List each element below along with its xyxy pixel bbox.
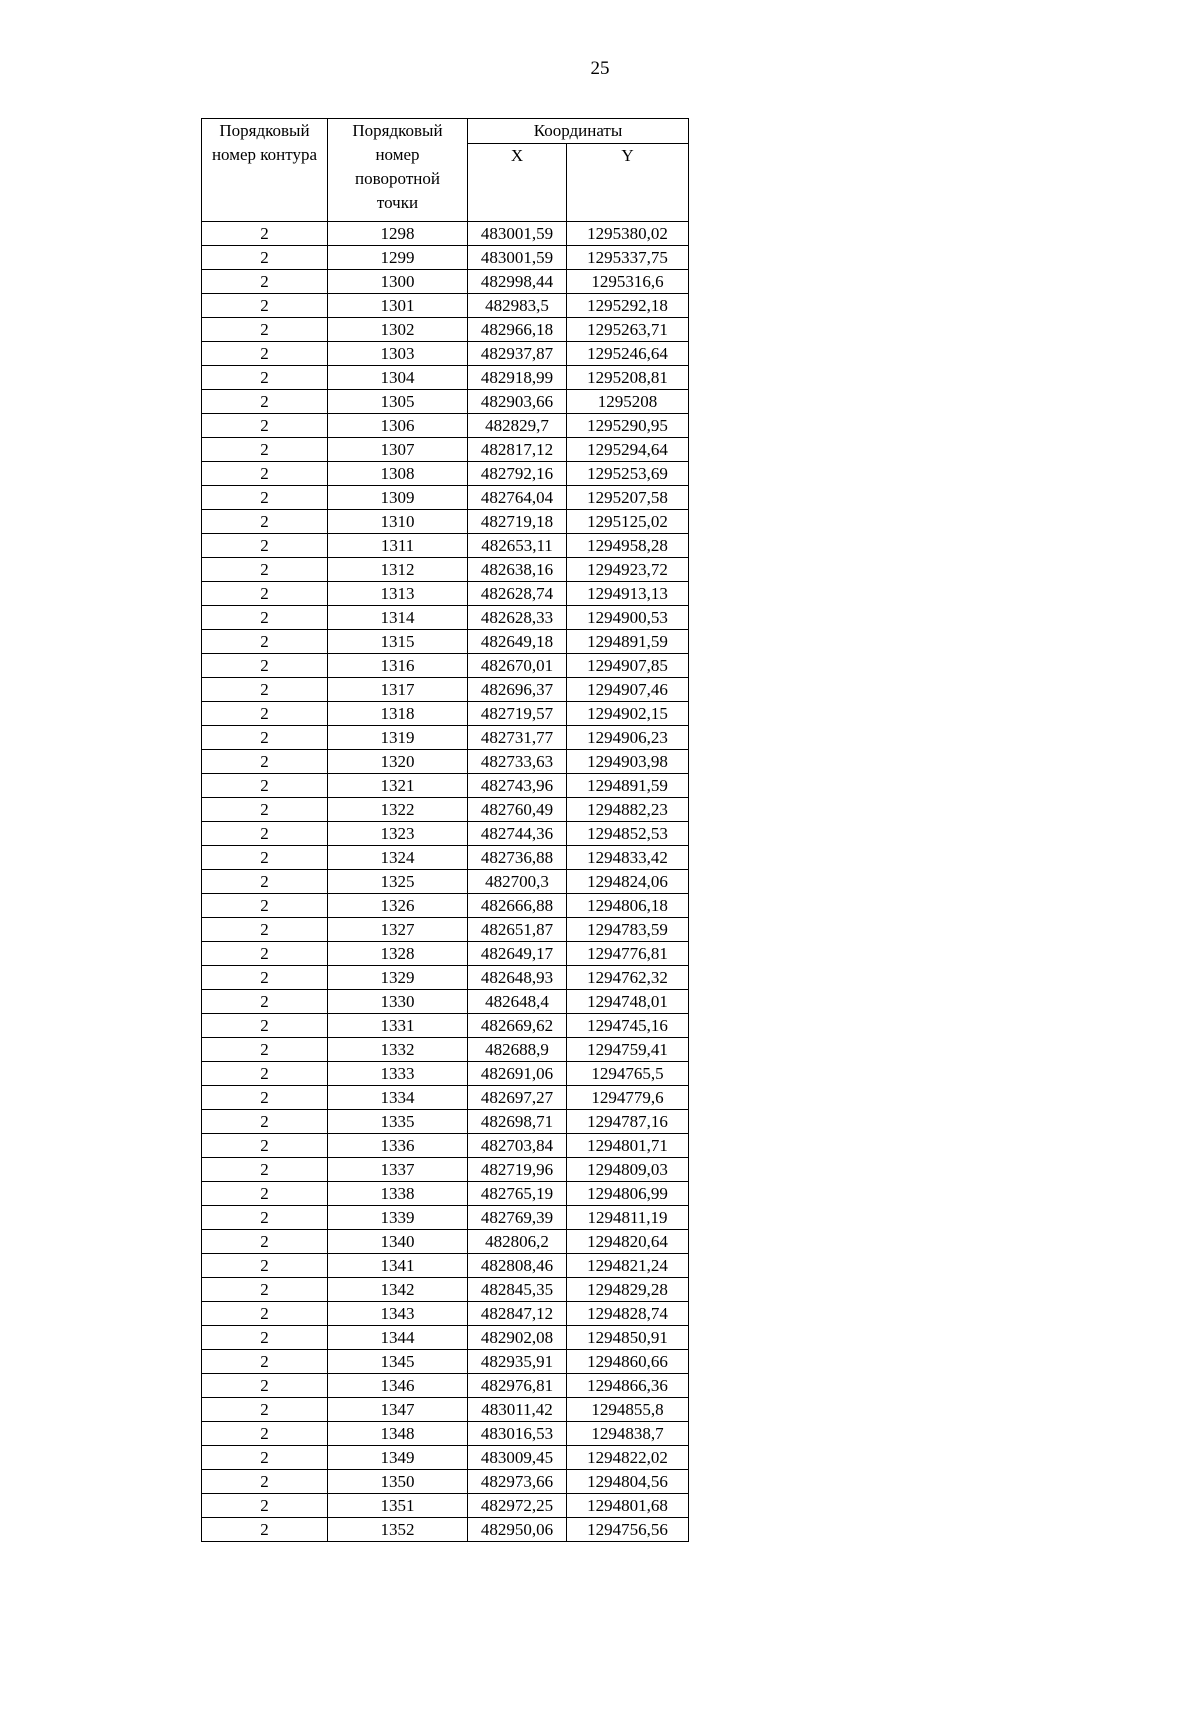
cell-point-number: 1318 xyxy=(328,702,468,726)
cell-y: 1294958,28 xyxy=(567,534,689,558)
cell-contour-number: 2 xyxy=(202,1470,328,1494)
cell-contour-number: 2 xyxy=(202,558,328,582)
cell-contour-number: 2 xyxy=(202,774,328,798)
cell-point-number: 1313 xyxy=(328,582,468,606)
cell-contour-number: 2 xyxy=(202,702,328,726)
coordinates-table xyxy=(201,118,689,1542)
cell-contour-number: 2 xyxy=(202,462,328,486)
cell-x: 482651,87 xyxy=(468,918,567,942)
cell-contour-number: 2 xyxy=(202,1302,328,1326)
cell-y: 1294779,6 xyxy=(567,1086,689,1110)
cell-x: 482808,46 xyxy=(468,1254,567,1278)
cell-y: 1294900,53 xyxy=(567,606,689,630)
cell-point-number: 1327 xyxy=(328,918,468,942)
cell-x: 483011,42 xyxy=(468,1398,567,1422)
cell-point-number: 1341 xyxy=(328,1254,468,1278)
table-row xyxy=(202,438,689,462)
cell-contour-number: 2 xyxy=(202,294,328,318)
cell-point-number: 1299 xyxy=(328,246,468,270)
cell-y: 1295263,71 xyxy=(567,318,689,342)
cell-y: 1294801,68 xyxy=(567,1494,689,1518)
table-row xyxy=(202,774,689,798)
cell-point-number: 1340 xyxy=(328,1230,468,1254)
cell-x: 482688,9 xyxy=(468,1038,567,1062)
table-row xyxy=(202,1446,689,1470)
header-x: X xyxy=(468,144,567,222)
cell-x: 482976,81 xyxy=(468,1374,567,1398)
cell-x: 482698,71 xyxy=(468,1110,567,1134)
cell-x: 482903,66 xyxy=(468,390,567,414)
header-point-line-1: Порядковый xyxy=(352,121,443,140)
cell-x: 482998,44 xyxy=(468,270,567,294)
cell-point-number: 1336 xyxy=(328,1134,468,1158)
cell-y: 1294806,99 xyxy=(567,1182,689,1206)
table-row xyxy=(202,702,689,726)
cell-contour-number: 2 xyxy=(202,606,328,630)
cell-contour-number: 2 xyxy=(202,438,328,462)
table-row xyxy=(202,798,689,822)
cell-contour-number: 2 xyxy=(202,486,328,510)
table-row xyxy=(202,606,689,630)
cell-y: 1295208,81 xyxy=(567,366,689,390)
cell-contour-number: 2 xyxy=(202,966,328,990)
cell-contour-number: 2 xyxy=(202,1062,328,1086)
cell-y: 1294891,59 xyxy=(567,774,689,798)
cell-point-number: 1319 xyxy=(328,726,468,750)
cell-point-number: 1326 xyxy=(328,894,468,918)
cell-y: 1294860,66 xyxy=(567,1350,689,1374)
cell-point-number: 1323 xyxy=(328,822,468,846)
cell-x: 483009,45 xyxy=(468,1446,567,1470)
cell-y: 1295208 xyxy=(567,390,689,414)
cell-contour-number: 2 xyxy=(202,1374,328,1398)
table-row xyxy=(202,1350,689,1374)
cell-y: 1294923,72 xyxy=(567,558,689,582)
cell-x: 482760,49 xyxy=(468,798,567,822)
cell-point-number: 1334 xyxy=(328,1086,468,1110)
table-row xyxy=(202,1422,689,1446)
cell-contour-number: 2 xyxy=(202,1134,328,1158)
cell-y: 1294833,42 xyxy=(567,846,689,870)
cell-contour-number: 2 xyxy=(202,1182,328,1206)
cell-point-number: 1298 xyxy=(328,222,468,246)
cell-point-number: 1301 xyxy=(328,294,468,318)
cell-x: 482847,12 xyxy=(468,1302,567,1326)
cell-point-number: 1349 xyxy=(328,1446,468,1470)
header-point-line-2: номер xyxy=(375,145,420,164)
table-row xyxy=(202,870,689,894)
cell-y: 1294907,85 xyxy=(567,654,689,678)
cell-x: 483016,53 xyxy=(468,1422,567,1446)
cell-y: 1295253,69 xyxy=(567,462,689,486)
cell-point-number: 1311 xyxy=(328,534,468,558)
cell-y: 1294903,98 xyxy=(567,750,689,774)
cell-x: 482648,4 xyxy=(468,990,567,1014)
cell-point-number: 1338 xyxy=(328,1182,468,1206)
header-contour-number xyxy=(202,119,328,222)
table-row xyxy=(202,558,689,582)
cell-contour-number: 2 xyxy=(202,678,328,702)
cell-point-number: 1345 xyxy=(328,1350,468,1374)
table-row xyxy=(202,1086,689,1110)
cell-y: 1294762,32 xyxy=(567,966,689,990)
cell-y: 1294822,02 xyxy=(567,1446,689,1470)
cell-point-number: 1320 xyxy=(328,750,468,774)
cell-point-number: 1312 xyxy=(328,558,468,582)
cell-x: 482764,04 xyxy=(468,486,567,510)
table-row xyxy=(202,1182,689,1206)
cell-y: 1294745,16 xyxy=(567,1014,689,1038)
cell-y: 1294809,03 xyxy=(567,1158,689,1182)
cell-y: 1294882,23 xyxy=(567,798,689,822)
cell-y: 1294748,01 xyxy=(567,990,689,1014)
cell-contour-number: 2 xyxy=(202,1278,328,1302)
cell-contour-number: 2 xyxy=(202,1518,328,1542)
cell-point-number: 1352 xyxy=(328,1518,468,1542)
header-point-number xyxy=(328,119,468,222)
table-row xyxy=(202,222,689,246)
cell-y: 1295294,64 xyxy=(567,438,689,462)
cell-x: 482731,77 xyxy=(468,726,567,750)
cell-x: 482638,16 xyxy=(468,558,567,582)
cell-point-number: 1329 xyxy=(328,966,468,990)
cell-point-number: 1343 xyxy=(328,1302,468,1326)
cell-point-number: 1308 xyxy=(328,462,468,486)
cell-x: 482653,11 xyxy=(468,534,567,558)
cell-contour-number: 2 xyxy=(202,654,328,678)
cell-point-number: 1335 xyxy=(328,1110,468,1134)
cell-point-number: 1316 xyxy=(328,654,468,678)
table-row xyxy=(202,270,689,294)
cell-x: 482719,96 xyxy=(468,1158,567,1182)
cell-x: 482817,12 xyxy=(468,438,567,462)
cell-point-number: 1324 xyxy=(328,846,468,870)
cell-x: 482769,39 xyxy=(468,1206,567,1230)
cell-point-number: 1303 xyxy=(328,342,468,366)
cell-y: 1294806,18 xyxy=(567,894,689,918)
cell-x: 482666,88 xyxy=(468,894,567,918)
table-row xyxy=(202,366,689,390)
table-row xyxy=(202,1110,689,1134)
header-coordinates: Координаты xyxy=(468,119,689,144)
cell-y: 1294811,19 xyxy=(567,1206,689,1230)
cell-y: 1294759,41 xyxy=(567,1038,689,1062)
table-row xyxy=(202,654,689,678)
table-header xyxy=(202,119,689,222)
cell-contour-number: 2 xyxy=(202,270,328,294)
table-row xyxy=(202,1230,689,1254)
cell-point-number: 1339 xyxy=(328,1206,468,1230)
cell-y: 1294783,59 xyxy=(567,918,689,942)
cell-x: 482697,27 xyxy=(468,1086,567,1110)
cell-x: 482703,84 xyxy=(468,1134,567,1158)
cell-x: 482649,18 xyxy=(468,630,567,654)
cell-x: 482765,19 xyxy=(468,1182,567,1206)
cell-x: 482733,63 xyxy=(468,750,567,774)
cell-y: 1295337,75 xyxy=(567,246,689,270)
table-row xyxy=(202,1158,689,1182)
table-body xyxy=(202,222,689,1542)
table-row xyxy=(202,1206,689,1230)
cell-x: 482845,35 xyxy=(468,1278,567,1302)
cell-contour-number: 2 xyxy=(202,990,328,1014)
table-row xyxy=(202,1494,689,1518)
cell-point-number: 1337 xyxy=(328,1158,468,1182)
cell-point-number: 1307 xyxy=(328,438,468,462)
cell-contour-number: 2 xyxy=(202,870,328,894)
cell-contour-number: 2 xyxy=(202,1038,328,1062)
cell-contour-number: 2 xyxy=(202,726,328,750)
table-row xyxy=(202,822,689,846)
cell-point-number: 1300 xyxy=(328,270,468,294)
cell-x: 482736,88 xyxy=(468,846,567,870)
cell-point-number: 1332 xyxy=(328,1038,468,1062)
table-row xyxy=(202,678,689,702)
table-row xyxy=(202,1374,689,1398)
table-row xyxy=(202,1470,689,1494)
table-row xyxy=(202,1518,689,1542)
cell-x: 482670,01 xyxy=(468,654,567,678)
table-row xyxy=(202,1038,689,1062)
header-point-line-3: поворотной xyxy=(355,169,440,188)
header-y: Y xyxy=(567,144,689,222)
cell-x: 482719,57 xyxy=(468,702,567,726)
table-row xyxy=(202,1134,689,1158)
cell-contour-number: 2 xyxy=(202,1110,328,1134)
table-row xyxy=(202,534,689,558)
header-point-line-4: точки xyxy=(376,193,419,212)
cell-x: 482829,7 xyxy=(468,414,567,438)
cell-contour-number: 2 xyxy=(202,942,328,966)
cell-x: 482792,16 xyxy=(468,462,567,486)
cell-point-number: 1333 xyxy=(328,1062,468,1086)
cell-contour-number: 2 xyxy=(202,342,328,366)
cell-contour-number: 2 xyxy=(202,822,328,846)
cell-contour-number: 2 xyxy=(202,798,328,822)
cell-point-number: 1347 xyxy=(328,1398,468,1422)
cell-contour-number: 2 xyxy=(202,318,328,342)
cell-x: 482972,25 xyxy=(468,1494,567,1518)
cell-point-number: 1330 xyxy=(328,990,468,1014)
cell-point-number: 1304 xyxy=(328,366,468,390)
cell-contour-number: 2 xyxy=(202,510,328,534)
cell-y: 1294756,56 xyxy=(567,1518,689,1542)
cell-y: 1294838,7 xyxy=(567,1422,689,1446)
cell-x: 482691,06 xyxy=(468,1062,567,1086)
table-row xyxy=(202,486,689,510)
cell-y: 1294821,24 xyxy=(567,1254,689,1278)
cell-y: 1294866,36 xyxy=(567,1374,689,1398)
cell-contour-number: 2 xyxy=(202,246,328,270)
table-row xyxy=(202,1302,689,1326)
table-row xyxy=(202,846,689,870)
cell-x: 482649,17 xyxy=(468,942,567,966)
cell-point-number: 1325 xyxy=(328,870,468,894)
cell-contour-number: 2 xyxy=(202,1494,328,1518)
cell-point-number: 1331 xyxy=(328,1014,468,1038)
cell-x: 482628,33 xyxy=(468,606,567,630)
cell-point-number: 1321 xyxy=(328,774,468,798)
cell-y: 1295290,95 xyxy=(567,414,689,438)
cell-x: 482902,08 xyxy=(468,1326,567,1350)
cell-contour-number: 2 xyxy=(202,366,328,390)
cell-y: 1294850,91 xyxy=(567,1326,689,1350)
cell-contour-number: 2 xyxy=(202,1158,328,1182)
table-row xyxy=(202,990,689,1014)
cell-y: 1295246,64 xyxy=(567,342,689,366)
cell-y: 1295207,58 xyxy=(567,486,689,510)
cell-y: 1294913,13 xyxy=(567,582,689,606)
cell-contour-number: 2 xyxy=(202,1350,328,1374)
cell-y: 1295380,02 xyxy=(567,222,689,246)
cell-y: 1294907,46 xyxy=(567,678,689,702)
cell-x: 482983,5 xyxy=(468,294,567,318)
cell-x: 482806,2 xyxy=(468,1230,567,1254)
cell-point-number: 1314 xyxy=(328,606,468,630)
cell-contour-number: 2 xyxy=(202,750,328,774)
table-row xyxy=(202,342,689,366)
cell-contour-number: 2 xyxy=(202,918,328,942)
table-row xyxy=(202,510,689,534)
cell-point-number: 1344 xyxy=(328,1326,468,1350)
cell-point-number: 1317 xyxy=(328,678,468,702)
table-row xyxy=(202,1062,689,1086)
cell-point-number: 1302 xyxy=(328,318,468,342)
cell-y: 1294891,59 xyxy=(567,630,689,654)
cell-contour-number: 2 xyxy=(202,846,328,870)
table-row xyxy=(202,318,689,342)
cell-x: 482700,3 xyxy=(468,870,567,894)
cell-y: 1294824,06 xyxy=(567,870,689,894)
cell-contour-number: 2 xyxy=(202,582,328,606)
cell-x: 482719,18 xyxy=(468,510,567,534)
cell-x: 482744,36 xyxy=(468,822,567,846)
cell-x: 482669,62 xyxy=(468,1014,567,1038)
table-row xyxy=(202,414,689,438)
cell-contour-number: 2 xyxy=(202,630,328,654)
cell-x: 482628,74 xyxy=(468,582,567,606)
cell-y: 1295292,18 xyxy=(567,294,689,318)
cell-contour-number: 2 xyxy=(202,1206,328,1230)
cell-x: 482918,99 xyxy=(468,366,567,390)
page-number: 25 xyxy=(590,58,610,79)
cell-x: 482743,96 xyxy=(468,774,567,798)
table-row xyxy=(202,726,689,750)
cell-point-number: 1322 xyxy=(328,798,468,822)
cell-contour-number: 2 xyxy=(202,1014,328,1038)
table-row xyxy=(202,390,689,414)
cell-contour-number: 2 xyxy=(202,894,328,918)
cell-point-number: 1306 xyxy=(328,414,468,438)
cell-x: 482973,66 xyxy=(468,1470,567,1494)
cell-contour-number: 2 xyxy=(202,414,328,438)
cell-y: 1294855,8 xyxy=(567,1398,689,1422)
header-contour-line-2: номер контура xyxy=(211,145,318,164)
cell-x: 483001,59 xyxy=(468,246,567,270)
cell-y: 1294765,5 xyxy=(567,1062,689,1086)
cell-y: 1294829,28 xyxy=(567,1278,689,1302)
cell-contour-number: 2 xyxy=(202,1230,328,1254)
cell-point-number: 1305 xyxy=(328,390,468,414)
table-row xyxy=(202,630,689,654)
table-row xyxy=(202,918,689,942)
table-row xyxy=(202,942,689,966)
cell-x: 482937,87 xyxy=(468,342,567,366)
cell-y: 1294776,81 xyxy=(567,942,689,966)
table-row xyxy=(202,1398,689,1422)
cell-x: 482950,06 xyxy=(468,1518,567,1542)
cell-point-number: 1350 xyxy=(328,1470,468,1494)
cell-contour-number: 2 xyxy=(202,1086,328,1110)
cell-point-number: 1346 xyxy=(328,1374,468,1398)
cell-x: 482696,37 xyxy=(468,678,567,702)
cell-point-number: 1309 xyxy=(328,486,468,510)
cell-point-number: 1328 xyxy=(328,942,468,966)
cell-x: 482966,18 xyxy=(468,318,567,342)
cell-point-number: 1342 xyxy=(328,1278,468,1302)
cell-point-number: 1315 xyxy=(328,630,468,654)
table-row xyxy=(202,894,689,918)
cell-contour-number: 2 xyxy=(202,1422,328,1446)
table-row xyxy=(202,750,689,774)
table-row xyxy=(202,582,689,606)
header-contour-line-1: Порядковый xyxy=(219,121,310,140)
cell-contour-number: 2 xyxy=(202,1398,328,1422)
table-row xyxy=(202,1278,689,1302)
cell-contour-number: 2 xyxy=(202,534,328,558)
cell-contour-number: 2 xyxy=(202,222,328,246)
cell-y: 1295316,6 xyxy=(567,270,689,294)
cell-point-number: 1351 xyxy=(328,1494,468,1518)
cell-contour-number: 2 xyxy=(202,390,328,414)
table-row xyxy=(202,966,689,990)
cell-x: 482648,93 xyxy=(468,966,567,990)
cell-y: 1294804,56 xyxy=(567,1470,689,1494)
cell-x: 483001,59 xyxy=(468,222,567,246)
table-row xyxy=(202,246,689,270)
cell-contour-number: 2 xyxy=(202,1326,328,1350)
table-row xyxy=(202,294,689,318)
cell-y: 1294906,23 xyxy=(567,726,689,750)
cell-y: 1294820,64 xyxy=(567,1230,689,1254)
cell-contour-number: 2 xyxy=(202,1254,328,1278)
cell-y: 1294852,53 xyxy=(567,822,689,846)
cell-x: 482935,91 xyxy=(468,1350,567,1374)
table-row xyxy=(202,1014,689,1038)
cell-y: 1294801,71 xyxy=(567,1134,689,1158)
cell-y: 1295125,02 xyxy=(567,510,689,534)
cell-point-number: 1348 xyxy=(328,1422,468,1446)
cell-y: 1294787,16 xyxy=(567,1110,689,1134)
table-row xyxy=(202,462,689,486)
cell-y: 1294828,74 xyxy=(567,1302,689,1326)
table-row xyxy=(202,1254,689,1278)
table-row xyxy=(202,1326,689,1350)
cell-contour-number: 2 xyxy=(202,1446,328,1470)
cell-y: 1294902,15 xyxy=(567,702,689,726)
cell-point-number: 1310 xyxy=(328,510,468,534)
